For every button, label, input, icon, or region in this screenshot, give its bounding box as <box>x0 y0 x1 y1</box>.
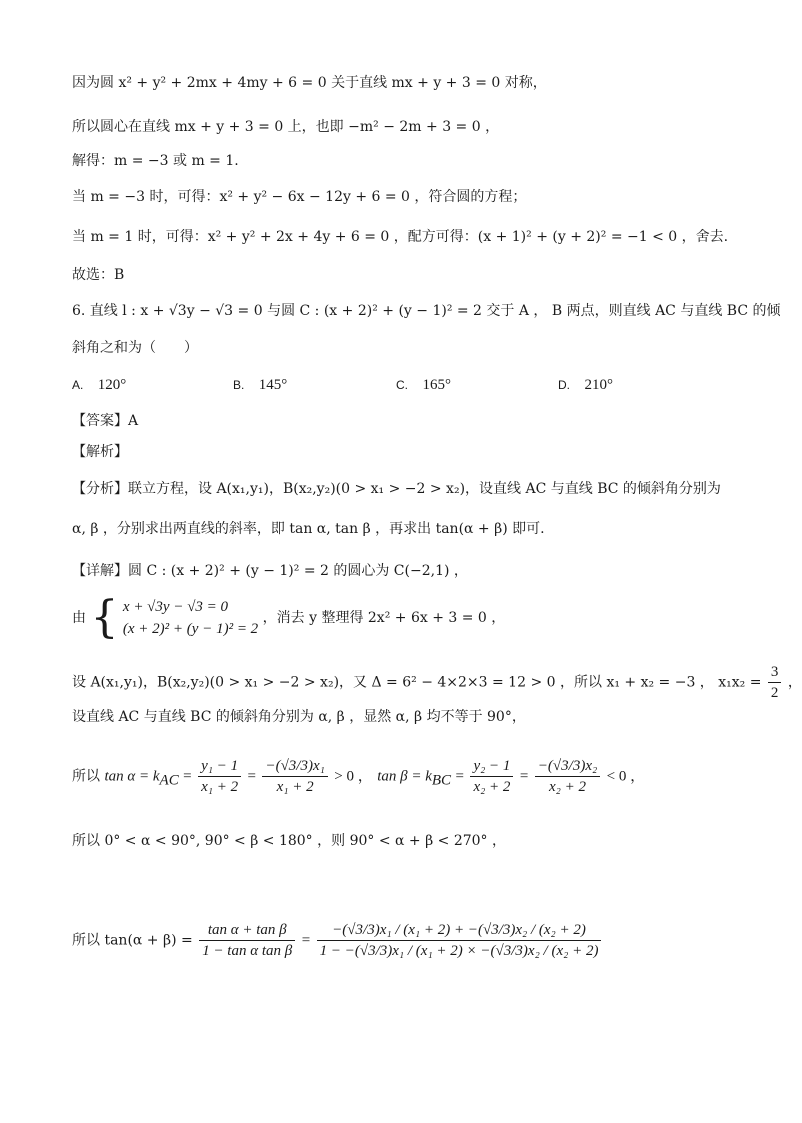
option-d <box>558 374 613 396</box>
product-fraction-den: 2 <box>770 685 779 701</box>
detail-sum-line: 所以 tan(α + β) = $\frac{\text{tan α + tan β}}{\text{1 − tan α tan β}}$ = $\frac{\text{−(√3/3)x₁ / (x₁ + 2) + −(√3/3)x₂ / (x₂ + 2)}}{\text{1 − −(√3/3)x₁ / (x₁ + 2) × −(√3/3)x₂ / (x₂ + 2)}}$ <box>72 920 603 961</box>
solution-line-5: 当 m = 1 时，可得：x² + y² + 2x + 4y + 6 = 0 ，配方可得：(x + 1)² + (y + 2)² = −1 < 0 ，舍去. <box>72 229 729 245</box>
option-b-value: 145° <box>258 377 288 393</box>
option-d-label: D. <box>558 378 570 392</box>
detail-line-3-end: ， <box>787 674 802 691</box>
tan-alpha-end: > 0 ， <box>334 768 373 785</box>
equation-system <box>123 596 258 640</box>
detail-tan-line: 所以 $\tan \alpha = k_{AC}$ = $\frac{\text{y₁ − 1}}{\text{x₁ + 2}}$ = $\frac{\text{−(√3/3)x₁}}{\text{x₁ + 2}}$ > 0 ， $\tan \beta = k_{BC}$ = $\frac{\text{y₂ − 1}}{\text{x₂ + 2}}$ = $\frac{\text{−(√3/3)x₂}}{\text{x₂ + 2}}$ < 0 ， <box>72 758 646 795</box>
frac-b <box>470 756 513 797</box>
system-suffix: ，消去 y 整理得 2x² + 6x + 3 = 0 ， <box>262 610 506 626</box>
tan-alpha-sub: AC <box>159 772 179 789</box>
frac-a2 <box>262 756 327 797</box>
frac-b2-den: x₂ + 2 <box>549 779 586 795</box>
tan-beta-end: < 0 ， <box>606 768 646 785</box>
system-eq-1: x + √3y − √3 = 0 <box>122 599 229 615</box>
sum-prefix: 所以 tan(α + β) = <box>72 932 193 949</box>
fenxi-line-1: 【分析】联立方程，设 A(x₁,y₁)，B(x₂,y₂)(0 > x₁ > −2 > x₂)，设直线 AC 与直线 BC 的倾斜角分别为 <box>72 481 721 497</box>
option-c-value: 165° <box>422 377 451 393</box>
answer-label: 【答案】A <box>72 413 139 429</box>
frac-a-num: y₁ − 1 <box>198 756 241 777</box>
frac-a <box>198 756 241 797</box>
sum-big-frac <box>317 920 602 961</box>
solution-line-3: 解得：m = −3 或 m = 1. <box>72 153 239 169</box>
option-c-label: C. <box>396 378 408 392</box>
option-a-value: 120° <box>97 377 127 393</box>
solution-line-4: 当 m = −3 时，可得：x² + y² − 6x − 12y + 6 = 0 ，符合圆的方程； <box>72 189 527 205</box>
option-a <box>72 374 126 396</box>
analysis-label: 【解析】 <box>72 444 128 460</box>
fenxi-line-2: α, β ，分别求出两直线的斜率，即 tan α, tan β ，再求出 tan(α + β) 即可. <box>72 521 545 537</box>
detail-line-6: 所以 0° < α < 90°, 90° < β < 180° ，则 90° < α + β < 270° ， <box>72 833 507 849</box>
system-prefix: 由 <box>72 610 86 626</box>
sum-big-num: −(√3/3)x₁ / (x₁ + 2) + −(√3/3)x₂ / (x₂ + 2) <box>317 920 602 941</box>
sum-frac-1 <box>199 920 295 961</box>
option-c <box>396 374 451 396</box>
detail-system <box>72 592 506 643</box>
tan-alpha: tan α = k <box>104 768 160 785</box>
solution-line-1: 因为圆 x² + y² + 2mx + 4my + 6 = 0 关于直线 mx + y + 3 = 0 对称， <box>72 75 547 91</box>
frac-b2-num: −(√3/3)x₂ <box>535 756 600 777</box>
solution-line-2: 所以圆心在直线 mx + y + 3 = 0 上，也即 −m² − 2m + 3 = 0 ， <box>72 119 500 135</box>
frac-b-den: x₂ + 2 <box>473 779 511 795</box>
left-brace-icon: { <box>90 592 119 643</box>
sum-frac-1-den: 1 − tan α tan β <box>202 943 293 959</box>
option-b-label: B. <box>233 378 245 392</box>
detail-line-3 <box>72 662 802 703</box>
option-d-value: 210° <box>584 377 613 393</box>
frac-b2 <box>535 756 600 797</box>
detail-line-4: 设直线 AC 与直线 BC 的倾斜角分别为 α, β ，显然 α, β 均不等于 90°， <box>72 709 526 725</box>
tan-prefix: 所以 <box>72 768 100 785</box>
frac-a2-den: x₁ + 2 <box>276 779 314 795</box>
sum-frac-1-num: tan α + tan β <box>199 920 295 941</box>
option-a-label: A. <box>72 378 84 392</box>
product-fraction-num: 3 <box>768 662 782 683</box>
sum-big-den: 1 − −(√3/3)x₁ / (x₁ + 2) × −(√3/3)x₂ / (x₂ + 2) <box>319 943 599 959</box>
system-eq-2: (x + 2)² + (y − 1)² = 2 <box>122 621 259 637</box>
frac-a-den: x₁ + 2 <box>201 779 239 795</box>
frac-b-num: y₂ − 1 <box>470 756 513 777</box>
product-fraction <box>768 662 782 703</box>
tan-beta-sub: BC <box>431 772 452 789</box>
detail-line-1: 【详解】圆 C : (x + 2)² + (y − 1)² = 2 的圆心为 C(−2,1) ， <box>72 563 468 579</box>
tan-beta: tan β = k <box>377 768 432 785</box>
frac-a2-num: −(√3/3)x₁ <box>262 756 327 777</box>
option-b <box>233 374 287 396</box>
question-stem-1: 6. 直线 l : x + √3y − √3 = 0 与圆 C : (x + 2)² + (y − 1)² = 2 交于 A ， B 两点，则直线 AC 与直线 BC 的倾 <box>72 303 781 319</box>
detail-line-3-text: 设 A(x₁,y₁)，B(x₂,y₂)(0 > x₁ > −2 > x₂)，又 Δ = 6² − 4×2×3 = 12 > 0 ，所以 x₁ + x₂ = −3 ， x₁x₂ = <box>72 674 762 691</box>
final-choice: 故选：B <box>72 267 125 283</box>
question-stem-2: 斜角之和为（ ） <box>72 340 198 356</box>
